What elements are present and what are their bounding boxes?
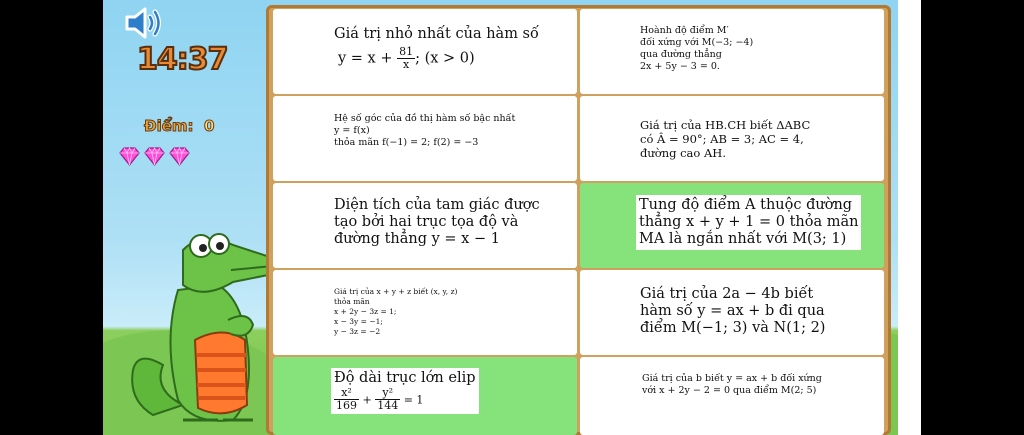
card-10-text: Giá trị của b biết y = ax + b đối xứng với x + 2y − 2 = 0 qua điểm M(2; 5): [642, 373, 822, 396]
card-9-eq: = 1: [400, 393, 424, 407]
card-5-text: Diện tích của tam giác được tạo bởi hai trục tọa độ và đường thẳng y = x − 1: [334, 197, 540, 247]
game-stage: [103, 0, 921, 435]
card-board: [266, 5, 891, 435]
question-card-2[interactable]: [580, 9, 884, 94]
question-card-9-selected[interactable]: [273, 357, 577, 435]
question-card-3[interactable]: [273, 96, 577, 181]
card-8-text: Giá trị của 2a − 4b biết hàm số y = ax + b đi qua điểm M(−1; 3) và N(1; 2): [640, 286, 826, 336]
speaker-icon[interactable]: [123, 6, 167, 40]
countdown-timer: 14:37: [137, 42, 228, 77]
card-1-equation: [338, 46, 475, 71]
frac-numerator: 81: [399, 45, 414, 58]
card-9-fraction-x: [334, 387, 359, 412]
frac-numerator: x²: [334, 387, 359, 400]
card-1-fraction: [397, 46, 415, 71]
lives-gems: [119, 146, 190, 166]
question-card-5[interactable]: [273, 183, 577, 268]
card-9-content: [331, 368, 479, 414]
frac-denominator: 169: [336, 399, 357, 412]
question-card-4[interactable]: [580, 96, 884, 181]
card-4-text: Giá trị của HB.CH biết ΔABC có Â = 90°; AB = 3; AC = 4, đường cao AH.: [640, 118, 811, 160]
diamond-icon: [144, 146, 165, 166]
crocodile-mascot: [123, 230, 283, 430]
card-9-text: Độ dài trục lớn elip: [334, 370, 476, 386]
card-6-text: Tung độ điểm A thuộc đường thẳng x + y + 1 = 0 thỏa mãn MA là ngắn nhất với M(3; 1): [636, 195, 861, 250]
right-white-bar: [898, 0, 921, 435]
card-3-text: Hệ số góc của đồ thị hàm số bậc nhất y = f(x) thỏa mãn f(−1) = 2; f(2) = −3: [334, 113, 516, 148]
question-card-10[interactable]: [580, 357, 884, 435]
card-9-plus: +: [359, 393, 376, 407]
card-1-eq-post: ; (x > 0): [415, 50, 475, 67]
question-card-6-selected[interactable]: [580, 183, 884, 268]
frac-numerator: y²: [375, 387, 400, 400]
question-card-1[interactable]: [273, 9, 577, 94]
card-2-text: Hoành độ điểm M′ đối xứng với M(−3; −4) qua đường thẳng 2x + 5y − 3 = 0.: [640, 25, 754, 72]
frac-denominator: x: [403, 58, 410, 71]
card-9-fraction-y: [375, 387, 400, 412]
score-label: Điểm:: [144, 117, 194, 135]
score-value: 0: [204, 117, 215, 135]
card-7-text: Giá trị của x + y + z biết (x, y, z) thỏa mãn x + 2y − 3z = 1; x − 3y = −1; y − 3z = −2: [334, 287, 458, 336]
card-1-eq-pre: y = x +: [338, 50, 398, 67]
diamond-icon: [119, 146, 140, 166]
question-card-7[interactable]: [273, 270, 577, 355]
diamond-icon: [169, 146, 190, 166]
frac-denominator: 144: [377, 399, 399, 412]
card-1-text: Giá trị nhỏ nhất của hàm số: [334, 26, 539, 42]
question-card-8[interactable]: [580, 270, 884, 355]
